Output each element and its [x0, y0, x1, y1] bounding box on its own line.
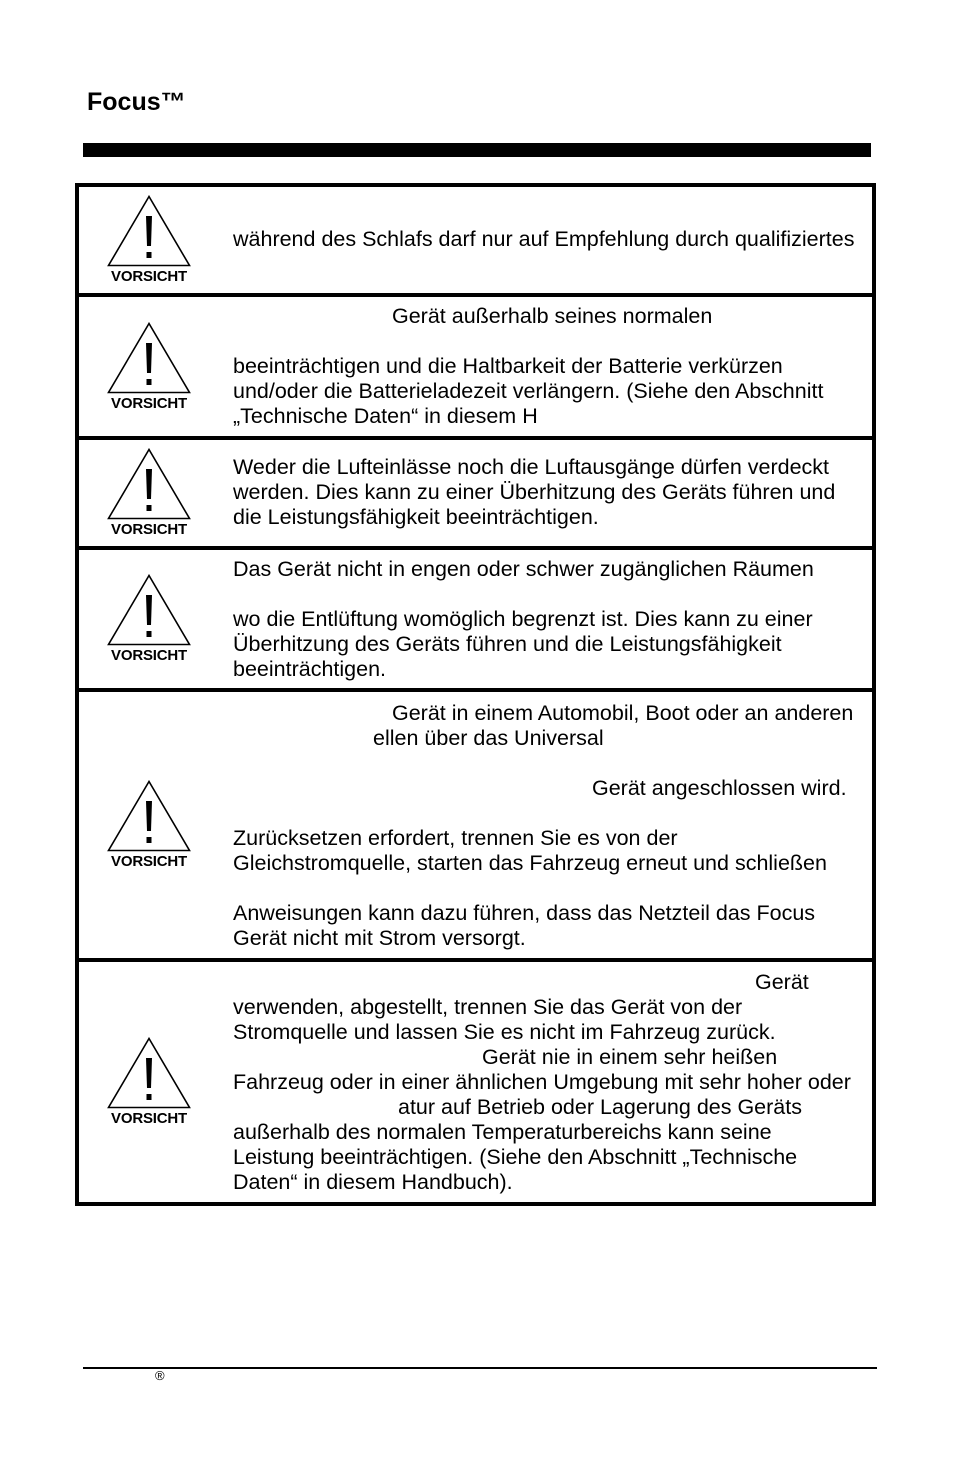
text-line: beeinträchtigen.: [233, 657, 386, 681]
blank-line: [233, 801, 872, 826]
caution-label: VORSICHT: [111, 647, 187, 664]
text-line: Gerät außerhalb seines normalen: [392, 304, 713, 328]
text-line: Gleichstromquelle, starten das Fahrzeug erneut und schließen: [233, 851, 827, 875]
caution-row: [79, 187, 872, 297]
caution-text: [233, 227, 872, 252]
caution-icon-cell: [107, 692, 191, 958]
caution-text: [233, 557, 872, 682]
text-line: Fahrzeug oder in einer ähnlichen Umgebung mit sehr hoher oder: [233, 1070, 851, 1094]
caution-text: [233, 701, 872, 951]
text-line: Gerät: [755, 970, 809, 994]
caution-label: VORSICHT: [111, 394, 187, 412]
text-line: außerhalb des normalen Temperaturbereichs kann seine: [233, 1120, 772, 1144]
footer-rule: [83, 1367, 877, 1369]
warning-triangle-icon: [107, 448, 191, 520]
text-line: die Leistungsfähigkeit beeinträchtigen.: [233, 505, 599, 529]
caution-icon-cell: [107, 440, 191, 546]
caution-icon-cell: [107, 297, 191, 436]
page-title: Focus™: [87, 88, 186, 116]
text-line: Gerät nie in einem sehr heißen: [482, 1045, 778, 1069]
caution-icon-cell: [107, 187, 191, 293]
caution-table: [75, 183, 876, 1206]
caution-row: [79, 440, 872, 550]
blank-line: [233, 876, 872, 901]
warning-triangle-icon: [107, 195, 191, 267]
warning-triangle-icon: [107, 1037, 191, 1109]
text-line: Zurücksetzen erfordert, trennen Sie es von der: [233, 826, 678, 850]
text-line: atur auf Betrieb oder Lagerung des Geräts: [398, 1095, 802, 1119]
text-line: Gerät in einem Automobil, Boot oder an anderen: [392, 701, 854, 725]
text-line: Das Gerät nicht in engen oder schwer zugänglichen Räumen: [233, 557, 814, 581]
caution-label: VORSICHT: [111, 1110, 187, 1127]
text-line: Gerät angeschlossen wird.: [592, 776, 847, 800]
text-line: beeinträchtigen und die Haltbarkeit der Batterie verkürzen: [233, 354, 783, 378]
caution-icon-cell: [107, 550, 191, 688]
caution-icon-cell: [107, 962, 191, 1202]
text-line: und/oder die Batterieladezeit verlängern. (Siehe den Abschnitt: [233, 379, 824, 403]
blank-line: [233, 751, 872, 776]
text-line: Weder die Lufteinlässe noch die Luftausgänge dürfen verdeckt: [233, 455, 830, 479]
text-line: ellen über das Universal: [373, 726, 604, 750]
caution-label: VORSICHT: [111, 521, 187, 538]
caution-text: [233, 455, 872, 530]
text-line: Stromquelle und lassen Sie es nicht im Fahrzeug zurück.: [233, 1020, 776, 1044]
caution-text: [233, 970, 872, 1195]
caution-row: [79, 297, 872, 440]
registered-mark: ®: [155, 1368, 165, 1383]
text-line: während des Schlafs darf nur auf Empfehlung durch qualifiziertes: [233, 227, 855, 251]
text-line: wo die Entlüftung womöglich begrenzt ist. Dies kann zu einer: [233, 607, 813, 631]
blank-line: [233, 582, 872, 607]
blank-line: [233, 329, 872, 354]
caution-text: [233, 304, 872, 429]
header-rule: [83, 143, 871, 157]
caution-label: VORSICHT: [111, 853, 187, 870]
text-line: Daten“ in diesem Handbuch).: [233, 1170, 513, 1194]
text-line: verwenden, abgestellt, trennen Sie das Gerät von der: [233, 995, 743, 1019]
text-line: werden. Dies kann zu einer Überhitzung des Geräts führen und: [233, 480, 836, 504]
caution-row: [79, 550, 872, 692]
warning-triangle-icon: [107, 322, 191, 394]
caution-row: [79, 962, 872, 1202]
warning-triangle-icon: [107, 574, 191, 646]
caution-row: [79, 692, 872, 962]
text-line: Gerät nicht mit Strom versorgt.: [233, 926, 526, 950]
text-line: Leistung beeinträchtigen. (Siehe den Abschnitt „Technische: [233, 1145, 798, 1169]
caution-label: VORSICHT: [111, 268, 187, 285]
text-line: „Technische Daten“ in diesem H: [233, 404, 538, 428]
text-line: Überhitzung des Geräts führen und die Leistungsfähigkeit: [233, 632, 782, 656]
warning-triangle-icon: [107, 780, 191, 852]
text-line: Anweisungen kann dazu führen, dass das Netzteil das Focus: [233, 901, 816, 925]
